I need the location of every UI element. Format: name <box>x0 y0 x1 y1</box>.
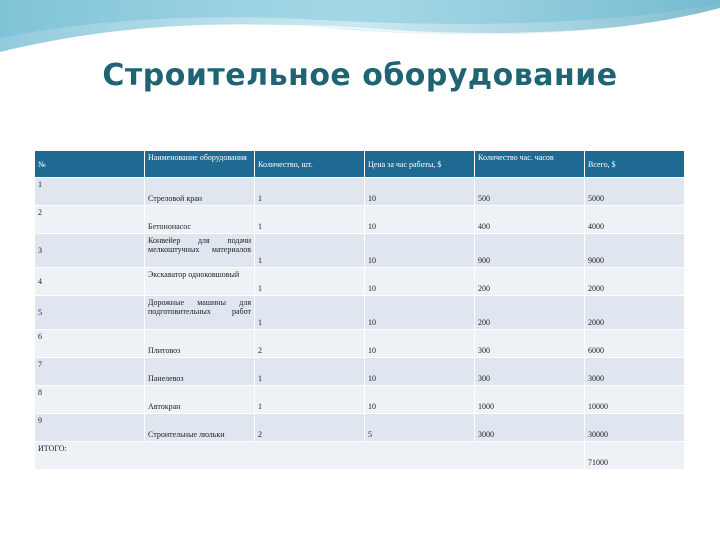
cell-hours: 300 <box>475 330 585 358</box>
cell-quantity: 1 <box>255 386 365 414</box>
table-row <box>35 206 685 234</box>
table-row <box>35 414 685 442</box>
cell-number: 9 <box>35 414 145 442</box>
cell-name: Конвейер для подачи мелкоштучных материалов <box>145 234 255 268</box>
cell-quantity: 2 <box>255 414 365 442</box>
cell-price: 10 <box>365 386 475 414</box>
cell-hours: 200 <box>475 268 585 296</box>
cell-hours: 1000 <box>475 386 585 414</box>
header-quantity: Количество, шт. <box>255 151 365 178</box>
cell-number: 1 <box>35 178 145 206</box>
cell-price: 10 <box>365 206 475 234</box>
cell-hours: 300 <box>475 358 585 386</box>
cell-name: Экскаватор одноковшовый <box>145 268 255 296</box>
cell-quantity: 1 <box>255 296 365 330</box>
cell-price: 10 <box>365 268 475 296</box>
cell-quantity: 1 <box>255 358 365 386</box>
header-number: № <box>35 151 145 178</box>
cell-total: 2000 <box>585 296 685 330</box>
table-row <box>35 178 685 206</box>
table-row <box>35 296 685 330</box>
cell-name: Плитовоз <box>145 330 255 358</box>
cell-number: 3 <box>35 234 145 268</box>
cell-price: 10 <box>365 296 475 330</box>
cell-price: 10 <box>365 330 475 358</box>
cell-price: 10 <box>365 234 475 268</box>
table-footer-row <box>35 442 685 470</box>
table-row <box>35 268 685 296</box>
cell-total: 2000 <box>585 268 685 296</box>
header-price: Цена за час работы, $ <box>365 151 475 178</box>
table-header-row <box>35 151 685 178</box>
cell-name: Дорожные машины для подготовительных работ <box>145 296 255 330</box>
table-row <box>35 234 685 268</box>
cell-price: 5 <box>365 414 475 442</box>
cell-name: Панелевоз <box>145 358 255 386</box>
cell-name: Бетононасос <box>145 206 255 234</box>
cell-quantity: 2 <box>255 330 365 358</box>
cell-hours: 900 <box>475 234 585 268</box>
cell-number: 5 <box>35 296 145 330</box>
cell-hours: 500 <box>475 178 585 206</box>
footer-total: 71000 <box>585 442 685 470</box>
cell-number: 6 <box>35 330 145 358</box>
cell-hours: 3000 <box>475 414 585 442</box>
cell-hours: 400 <box>475 206 585 234</box>
cell-quantity: 1 <box>255 268 365 296</box>
cell-total: 6000 <box>585 330 685 358</box>
cell-quantity: 1 <box>255 206 365 234</box>
cell-quantity: 1 <box>255 234 365 268</box>
cell-number: 7 <box>35 358 145 386</box>
cell-number: 2 <box>35 206 145 234</box>
header-total: Всего, $ <box>585 151 685 178</box>
header-hours: Количество час. часов <box>475 151 585 178</box>
cell-name: Автокран <box>145 386 255 414</box>
table-row <box>35 358 685 386</box>
equipment-table <box>35 151 685 470</box>
header-wave-decoration <box>0 0 720 60</box>
cell-number: 4 <box>35 268 145 296</box>
cell-price: 10 <box>365 178 475 206</box>
cell-price: 10 <box>365 358 475 386</box>
cell-total: 10000 <box>585 386 685 414</box>
cell-total: 3000 <box>585 358 685 386</box>
cell-quantity: 1 <box>255 178 365 206</box>
table-row <box>35 386 685 414</box>
slide-title: Строительное оборудование <box>102 58 618 93</box>
footer-label: ИТОГО: <box>35 442 585 470</box>
header-name: Наименование оборудования <box>145 151 255 178</box>
table-row <box>35 330 685 358</box>
cell-total: 4000 <box>585 206 685 234</box>
cell-total: 5000 <box>585 178 685 206</box>
cell-number: 8 <box>35 386 145 414</box>
cell-total: 30000 <box>585 414 685 442</box>
cell-hours: 200 <box>475 296 585 330</box>
cell-name: Стреловой кран <box>145 178 255 206</box>
cell-name: Строительные люльки <box>145 414 255 442</box>
cell-total: 9000 <box>585 234 685 268</box>
